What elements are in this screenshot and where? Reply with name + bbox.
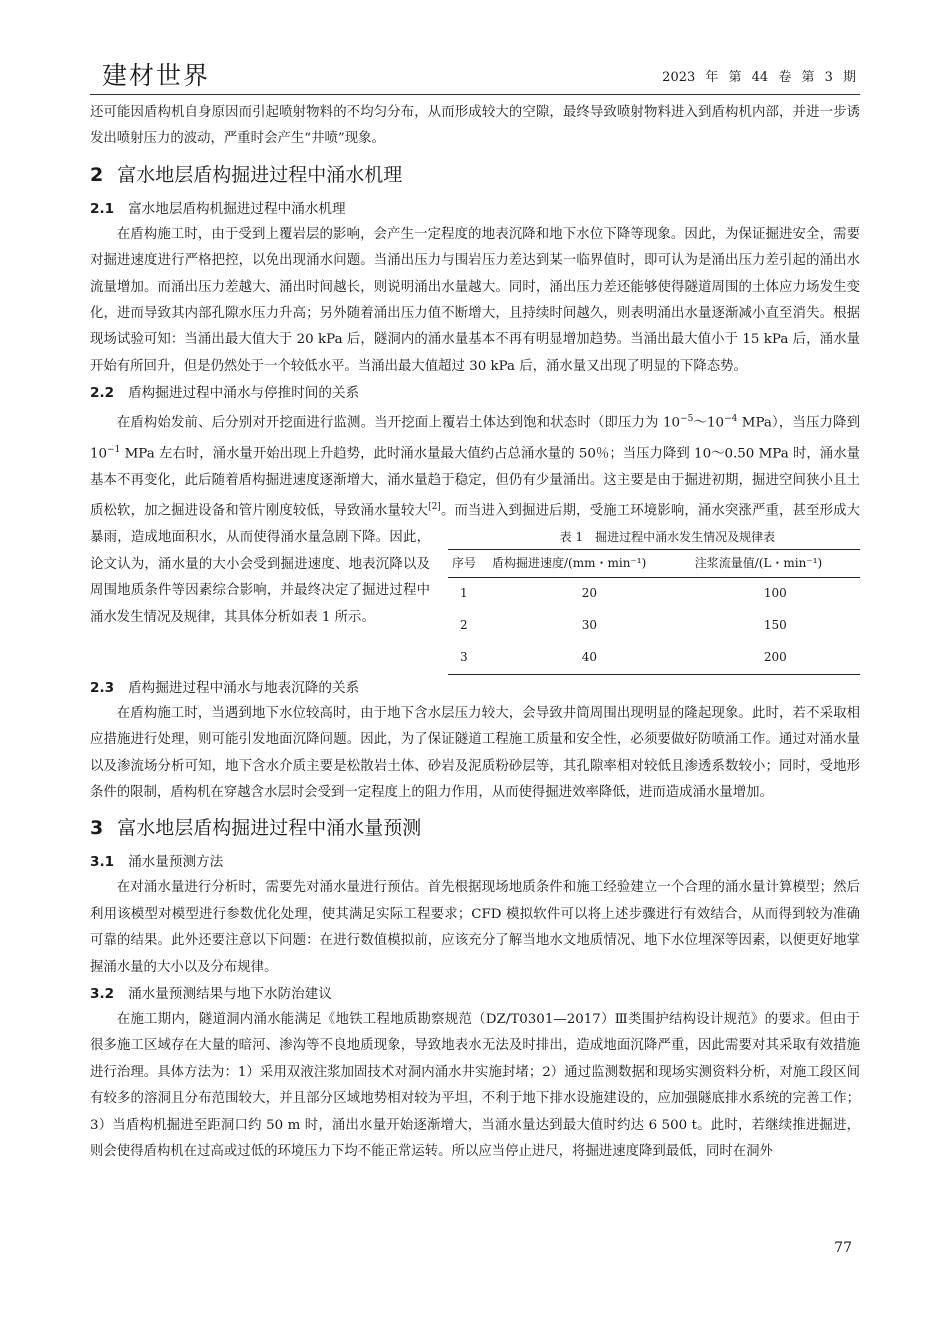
cell-flow: 200 xyxy=(763,650,787,665)
intro-paragraph: 还可能因盾构机自身原因而引起喷射物料的不均匀分布，从而形成较大的空隙，最终导致喷射物料进入到盾构机内部，并进一步诱发出喷射压力的波动，严重时会产生“井喷”现象。 xyxy=(90,105,860,147)
subsection-number: 2.2 xyxy=(90,385,115,402)
cell-index: 3 xyxy=(460,650,468,665)
page-number: 77 xyxy=(834,1240,852,1256)
subsection-number: 3.2 xyxy=(90,985,115,1002)
paragraph-2-2-with-table xyxy=(90,406,860,674)
table-caption: 表 1 掘进过程中涌水发生情况及规律表 xyxy=(559,530,776,545)
table-header-row xyxy=(448,550,860,577)
issue-info: 2023 年 第 44 卷 第 3 期 xyxy=(662,70,856,85)
text-run: ～10 xyxy=(693,415,725,431)
superscript: −4 xyxy=(724,414,738,425)
subsection-3-1-heading xyxy=(90,849,860,875)
superscript: −1 xyxy=(107,445,121,456)
col-header-speed: 盾构掘进速度/(mm・min⁻¹) xyxy=(492,556,647,571)
cell-flow: 150 xyxy=(763,618,787,633)
section-2-heading xyxy=(90,158,860,192)
cell-speed: 40 xyxy=(581,650,597,665)
superscript: −5 xyxy=(680,414,694,425)
section-title: 富水地层盾构掘进过程中涌水量预测 xyxy=(117,817,422,840)
subsection-number: 2.1 xyxy=(90,200,115,217)
running-header xyxy=(90,56,860,95)
subsection-2-2-heading xyxy=(90,380,860,406)
table-1 xyxy=(448,525,860,674)
cell-index: 2 xyxy=(460,618,468,633)
text-run: MPa），当压力降到 10 xyxy=(90,415,860,462)
cell-flow: 100 xyxy=(763,586,787,601)
col-header-index: 序号 xyxy=(452,556,477,571)
section-number: 2 xyxy=(90,163,104,186)
paragraph-2-1: 在盾构施工时，由于受到上覆岩层的影响，会产生一定程度的地表沉降和地下水位下降等现象。因此，为保证掘进安全，需要对掘进速度进行严格把控，以免出现涌水问题。当涌出压力与围岩压力差达到某一临界值时，即可认为是涌出压力差引起的涌出水流量增加。而涌出压力差越大、涌出时间越长，则说明涌出水量越大。同时，涌出压力差还能够使得隧道周围的土体应力场发生变化，进而导致其内部孔隙水压力升高；另外随着涌出压力值不断增大，且持续时间越久，则表明涌出水量逐渐减小直至消失。根据现场试验可知：当涌出最大值大于 20 kPa 后，隧洞内的涌水量基本不再有明显增加趋势。当涌出最大值小于 15 kPa 后，涌水量开始有所回升，但是仍然处于一个较低水平。当涌出最大值超过 30 kPa 后，涌水量又出现了明显的下降态势。 xyxy=(90,226,860,374)
subsection-number: 2.3 xyxy=(90,679,115,696)
text-run: MPa 左右时，涌水量开始出现上升趋势，此时涌水量最大值约占总涌水量的 50％；当压力降到 10～0.50 MPa 时，涌水量基本不再变化，此后随着盾构掘进速度逐渐增大，涌水量趋于稳定，但仍有少量涌出。这主要是由于掘进初期，掘进空间狭小且土质松软，加之掘进设备和管片刚度较低，导致涌水量较大 xyxy=(90,446,860,519)
table-row xyxy=(448,577,860,610)
subsection-title: 涌水量预测方法 xyxy=(128,854,224,871)
subsection-2-3-heading xyxy=(90,675,860,701)
subsection-title: 盾构掘进过程中涌水与停推时间的关系 xyxy=(128,385,360,402)
cell-index: 1 xyxy=(460,586,468,601)
paragraph-2-2 xyxy=(90,406,860,665)
subsection-3-2-heading xyxy=(90,981,860,1007)
col-header-flow: 注浆流量值/(L・min⁻¹) xyxy=(694,556,823,571)
subsection-number: 3.1 xyxy=(90,854,115,871)
subsection-title: 富水地层盾构机掘进过程中涌水机理 xyxy=(128,200,346,217)
subsection-title: 涌水量预测结果与地下水防治建议 xyxy=(128,985,332,1002)
section-title: 富水地层盾构掘进过程中涌水机理 xyxy=(117,163,403,186)
cell-speed: 20 xyxy=(581,586,597,601)
paragraph-3-1: 在对涌水量进行分析时，需要先对涌水量进行预估。首先根据现场地质条件和施工经验建立一个合理的涌水量计算模型；然后利用该模型对模型进行参数优化处理，使其满足实际工程要求；CFD 模拟软件可以将上述步骤进行有效结合，从而得到较为准确可靠的结果。此外还要注意以下问题：在进行数值模拟前，应该充分了解当地水文地质情况、地下水位埋深等因素，以便更好地掌握涌水量的大小以及分布规律。 xyxy=(90,880,860,975)
paragraph-2-3: 在盾构施工时，当遇到地下水位较高时，由于地下含水层压力较大，会导致井筒周围出现明显的隆起现象。此时，若不采取相应措施进行处理，则可能引发地面沉降问题。因此，为了保证隧道工程施工质量和安全性，必须要做好防喷涌工作。通过对涌水量以及渗流场分析可知，地下含水介质主要是松散岩土体、砂岩及泥质粉砂层等，其孔隙率相对较低且渗透系数较小；同时，受地形条件的限制，盾构机在穿越含水层时会受到一定程度上的阻力作用，从而使得掘进效率降低，进而造成涌水量增加。 xyxy=(90,705,860,800)
cell-speed: 30 xyxy=(581,618,597,633)
journal-name: 建材世界 xyxy=(102,61,211,90)
section-3-heading xyxy=(90,811,860,845)
table-row xyxy=(448,610,860,642)
text-run: 在盾构始发前、后分别对开挖面进行监测。当开挖面上覆岩土体达到饱和状态时（即压力为 10 xyxy=(116,415,681,431)
section-number: 3 xyxy=(90,817,104,840)
text-run: 。而当进入到掘进后期，受施工环境影响，涌水突涨严重，甚至形成大暴雨，造成地面积水，从而使得涌水量急剧下降。因此，论文认为，涌水量的大小会受到掘进速度、地表沉降以及周围地质条件等因素综合影响，并最终决定了掘进过程中涌水发生情况及规律，其具体分析如表 1 所示。 xyxy=(90,503,860,625)
table-row xyxy=(448,642,860,675)
data-table xyxy=(448,549,860,674)
article-body xyxy=(90,100,860,1165)
subsection-title: 盾构掘进过程中涌水与地表沉降的关系 xyxy=(128,679,360,696)
subsection-2-1-heading xyxy=(90,196,860,222)
citation: [2] xyxy=(428,502,441,513)
paragraph-3-2: 在施工期内，隧道洞内涌水能满足《地铁工程地质勘察规范（DZ/T0301—2017）Ⅲ类围护结构设计规范》的要求。但由于很多施工区域存在大量的暗河、渗沟等不良地质现象，导致地表水无法及时排出，造成地面沉降严重，因此需要对其采取有效措施进行治理。具体方法为：1）采用双液注浆加固技术对洞内涌水井实施封堵；2）通过监测数据和现场实测资料分析，对施工段区间有较多的溶洞且分布范围较大，并且部分区域地势相对较为平坦，不利于地下排水设施建设的，应加强隧底排水系统的完善工作；3）当盾构机掘进至距洞口约 50 m 时，涌出水量开始逐渐增大，当涌水量达到最大值时约达 6 500 t。此时，若继续推进掘进，则会使得盾构机在过高或过低的环境压力下均不能正常运转。所以应当停止进尺，将掘进速度降到最低，同时在洞外 xyxy=(90,1011,860,1159)
